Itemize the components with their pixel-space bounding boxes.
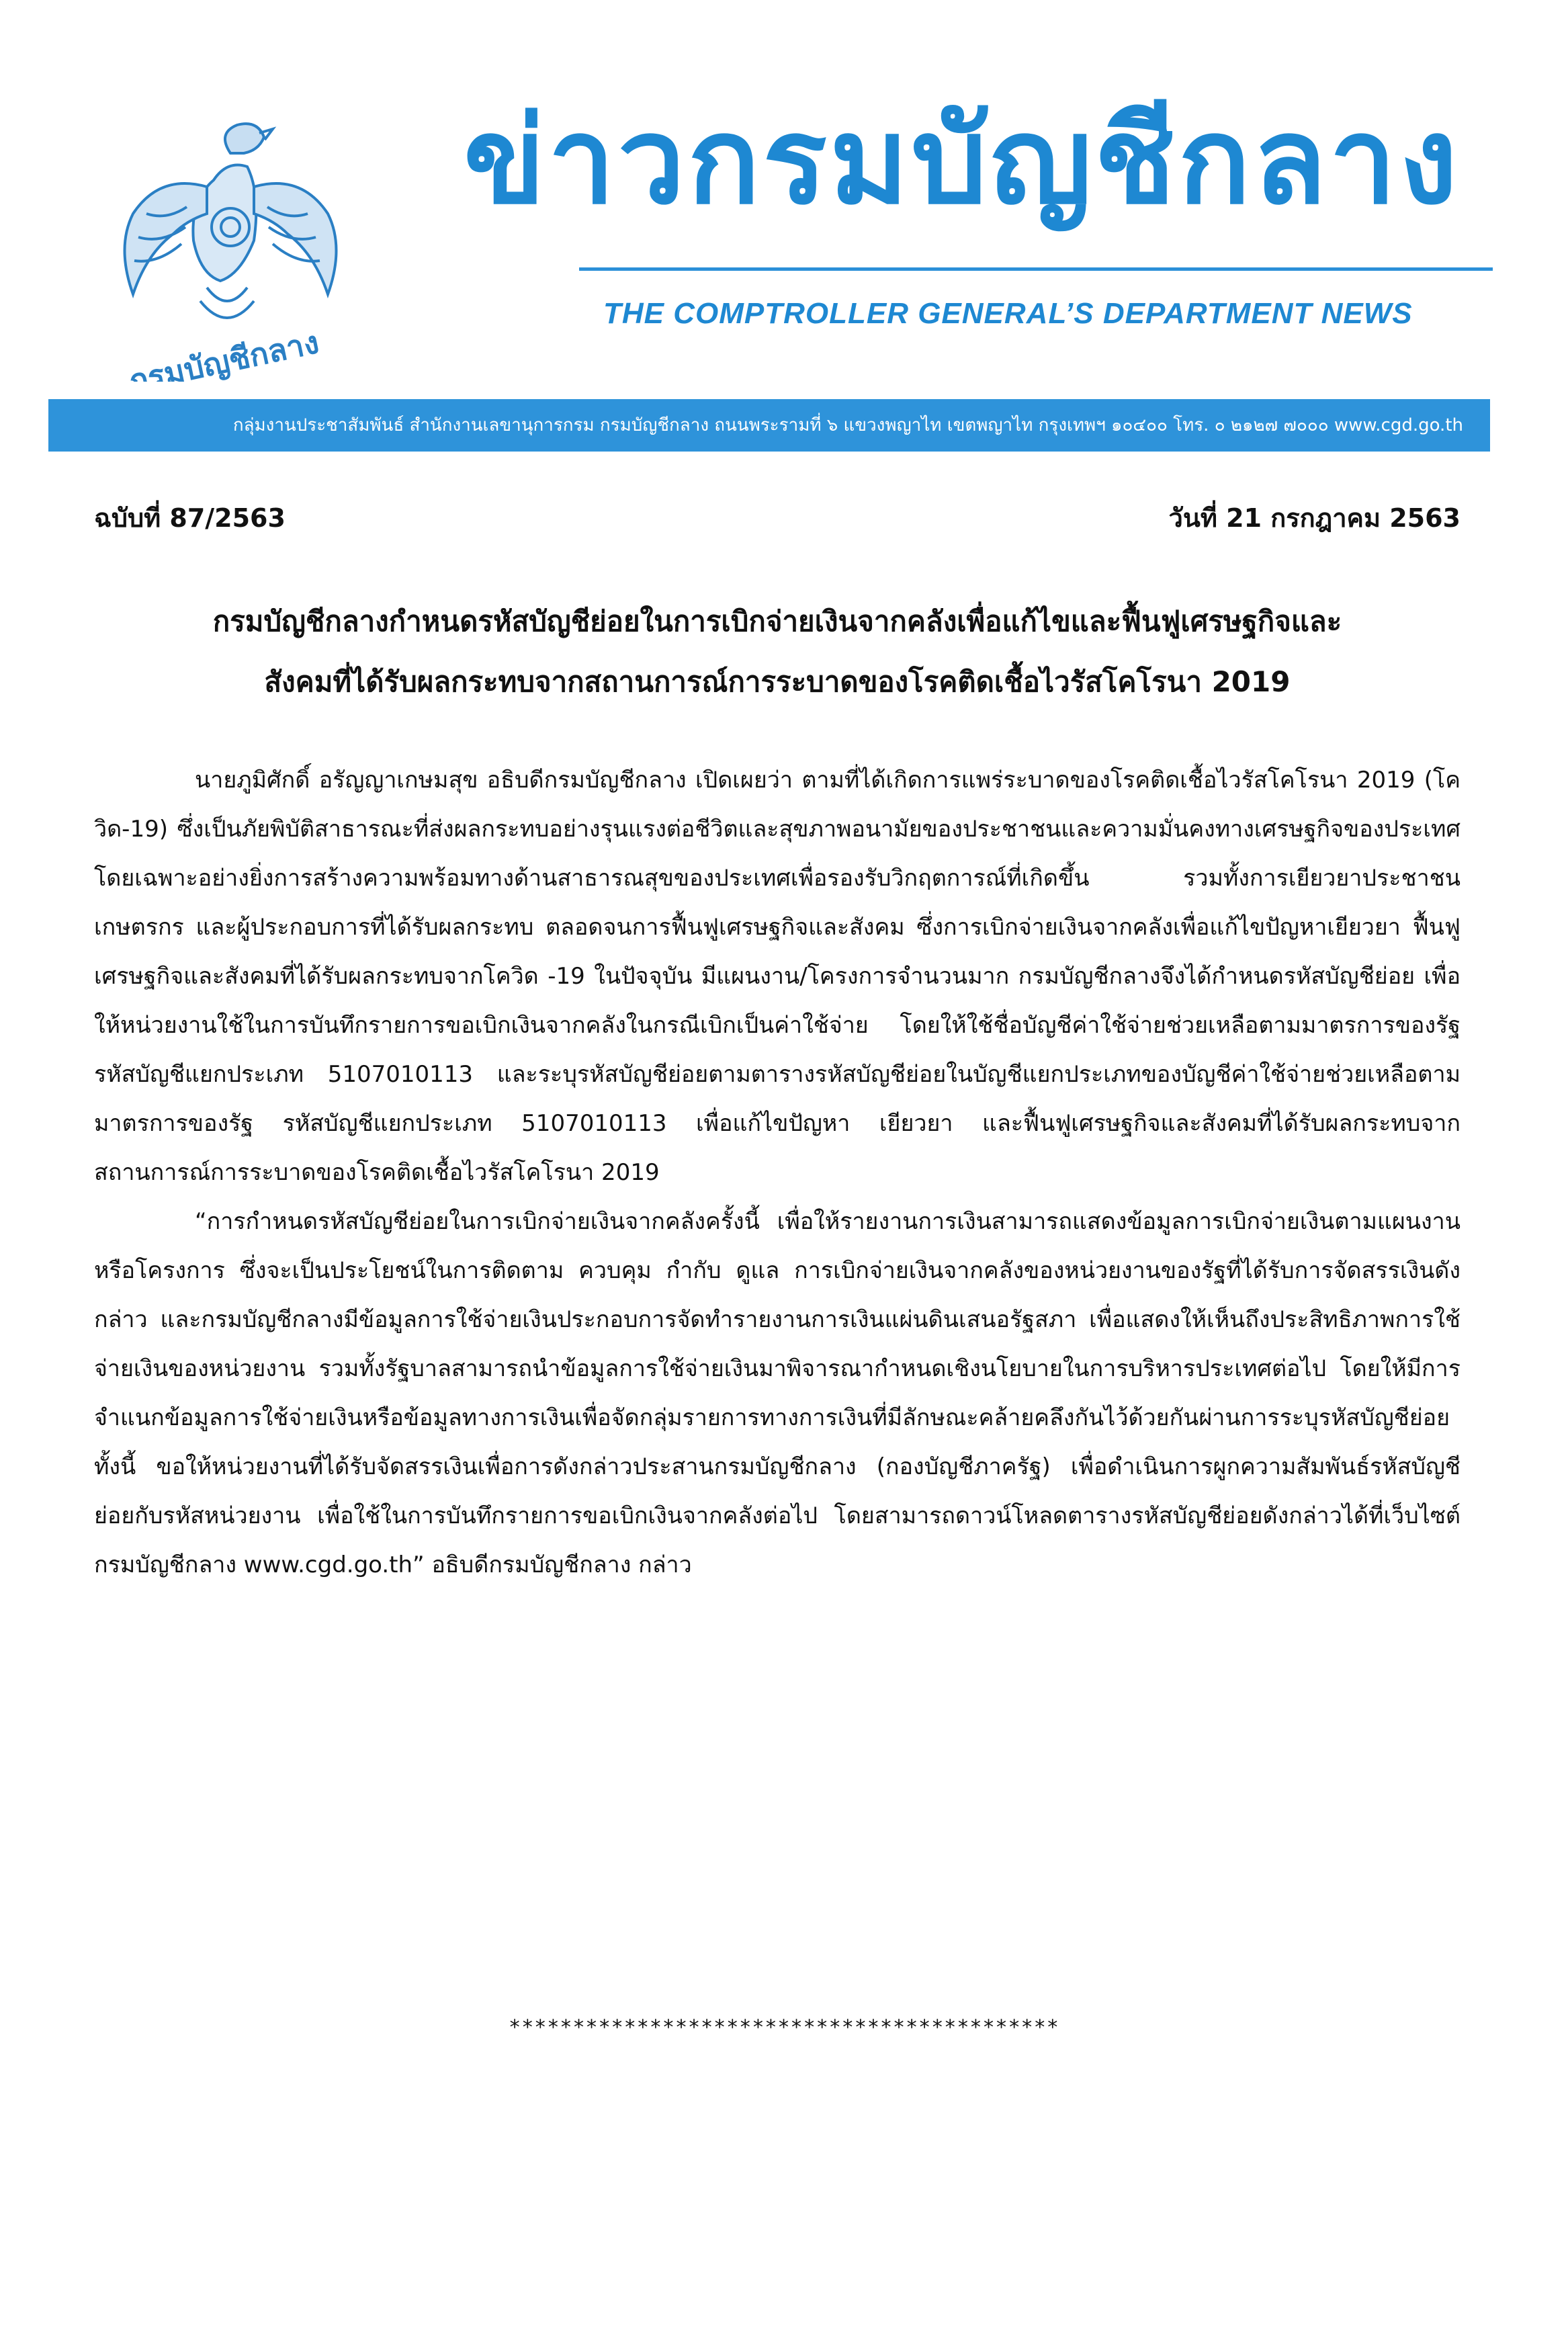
masthead-divider <box>579 267 1493 271</box>
garuda-emblem-icon <box>106 113 348 382</box>
news-body <box>94 756 1461 1590</box>
headline-line-1: กรมบัญชีกลางกำหนดรหัสบัญชีย่อยในการเบิกจ่ายเงินจากคลังเพื่อแก้ไขและฟื้นฟูเศรษฐกิจและ <box>212 605 1342 638</box>
issue-date: วันที่ 21 กรกฎาคม 2563 <box>1168 503 1461 533</box>
headline-line-2: สังคมที่ได้รับผลกระทบจากสถานการณ์การระบาดของโรคติดเชื้อไวรัสโคโรนา 2019 <box>264 665 1291 698</box>
masthead-title: ข่าวกรมบัญชีกลาง <box>464 91 1461 230</box>
body-paragraph-2: “การกำหนดรหัสบัญชีย่อยในการเบิกจ่ายเงินจากคลังครั้งนี้ เพื่อให้รายงานการเงินสามารถแสดงข้อมูลการเบิกจ่ายเงินตามแผนงานหรือโครงการ ซึ่งจะเป็นประโยชน์ในการติดตาม ควบคุม กำกับ ดูแล การเบิกจ่ายเงินจากคลังของหน่วยงานของรัฐที่ได้รับการจัดสรรเงินดังกล่าว และกรมบัญชีกลางมีข้อมูลการใช้จ่ายเงินประกอบการจัดทำรายงานการเงินแผ่นดินเสนอรัฐสภา เพื่อแสดงให้เห็นถึงประสิทธิภาพการใช้จ่ายเงินของหน่วยงาน รวมทั้งรัฐบาลสามารถนำข้อมูลการใช้จ่ายเงินมาพิจารณากำหนดเชิงนโยบายในการบริหารประเทศต่อไป โดยให้มีการจำแนกข้อมูลการใช้จ่ายเงินหรือข้อมูลทางการเงินเพื่อจัดกลุ่มรายการทางการเงินที่มีลักษณะคล้ายคลึงกันไว้ด้วยกันผ่านการระบุรหัสบัญชีย่อย ทั้งนี้ ขอให้หน่วยงานที่ได้รับจัดสรรเงินเพื่อการดังกล่าวประสานกรมบัญชีกลาง (กองบัญชีภาครัฐ) เพื่อดำเนินการผูกความสัมพันธ์รหัสบัญชีย่อยกับรหัสหน่วยงาน เพื่อใช้ในการบันทึกรายการขอเบิกเงินจากคลังต่อไป โดยสามารถดาวน์โหลดตารางรหัสบัญชีย่อยดังกล่าวได้ที่เว็บไซต์กรมบัญชีกลาง www.cgd.go.th” อธิบดีกรมบัญชีกลาง กล่าว <box>94 1208 1461 1578</box>
logo-text: กรมบัญชีกลาง <box>126 323 322 382</box>
masthead-subtitle-english: THE COMPTROLLER GENERAL’S DEPARTMENT NEWS <box>603 297 1413 330</box>
body-paragraph-1: นายภูมิศักดิ์ อรัญญาเกษมสุข อธิบดีกรมบัญชีกลาง เปิดเผยว่า ตามที่ได้เกิดการแพร่ระบาดของโรคติดเชื้อไวรัสโคโรนา 2019 (โควิด-19) ซึ่งเป็นภัยพิบัติสาธารณะที่ส่งผลกระทบอย่างรุนแรงต่อชีวิตและสุขภาพอนามัยของประชาชนและความมั่นคงทางเศรษฐกิจของประเทศ โดยเฉพาะอย่างยิ่งการสร้างความพร้อมทางด้านสาธารณสุขของประเทศเพื่อรองรับวิกฤตการณ์ที่เกิดขึ้น รวมทั้งการเยียวยาประชาชน เกษตรกร และผู้ประกอบการที่ได้รับผลกระทบ ตลอดจนการฟื้นฟูเศรษฐกิจและสังคม ซึ่งการเบิกจ่ายเงินจากคลังเพื่อแก้ไขปัญหาเยียวยา ฟื้นฟูเศรษฐกิจและสังคมที่ได้รับผลกระทบจากโควิด -19 ในปัจจุบัน มีแผนงาน/โครงการจำนวนมาก กรมบัญชีกลางจึงได้กำหนดรหัสบัญชีย่อย เพื่อให้หน่วยงานใช้ในการบันทึกรายการขอเบิกเงินจากคลังในกรณีเบิกเป็นค่าใช้จ่าย โดยให้ใช้ชื่อบัญชีค่าใช้จ่ายช่วยเหลือตามมาตรการของรัฐ รหัสบัญชีแยกประเภท 5107010113 และระบุรหัสบัญชีย่อยตามตารางรหัสบัญชีย่อยในบัญชีแยกประเภทของบัญชีค่าใช้จ่ายช่วยเหลือตามมาตรการของรัฐ รหัสบัญชีแยกประเภท 5107010113 เพื่อแก้ไขปัญหา เยียวยา และฟื้นฟูเศรษฐกิจและสังคมที่ได้รับผลกระทบจากสถานการณ์การระบาดของโรคติดเชื้อไวรัสโคโรนา 2019 <box>94 767 1461 1186</box>
department-logo <box>106 113 348 382</box>
address-band: กลุ่มงานประชาสัมพันธ์ สำนักงานเลขานุการกรม กรมบัญชีกลาง ถนนพระรามที่ ๖ แขวงพญาไท เขตพญาไท กรุงเทพฯ ๑๐๔๐๐ โทร. ๐ ๒๑๒๗ ๗๐๐๐ www.cgd.go.th <box>48 399 1490 452</box>
end-separator: ******************************************* <box>509 2016 1059 2039</box>
issue-number: ฉบับที่ 87/2563 <box>94 503 286 533</box>
news-headline <box>94 591 1461 712</box>
